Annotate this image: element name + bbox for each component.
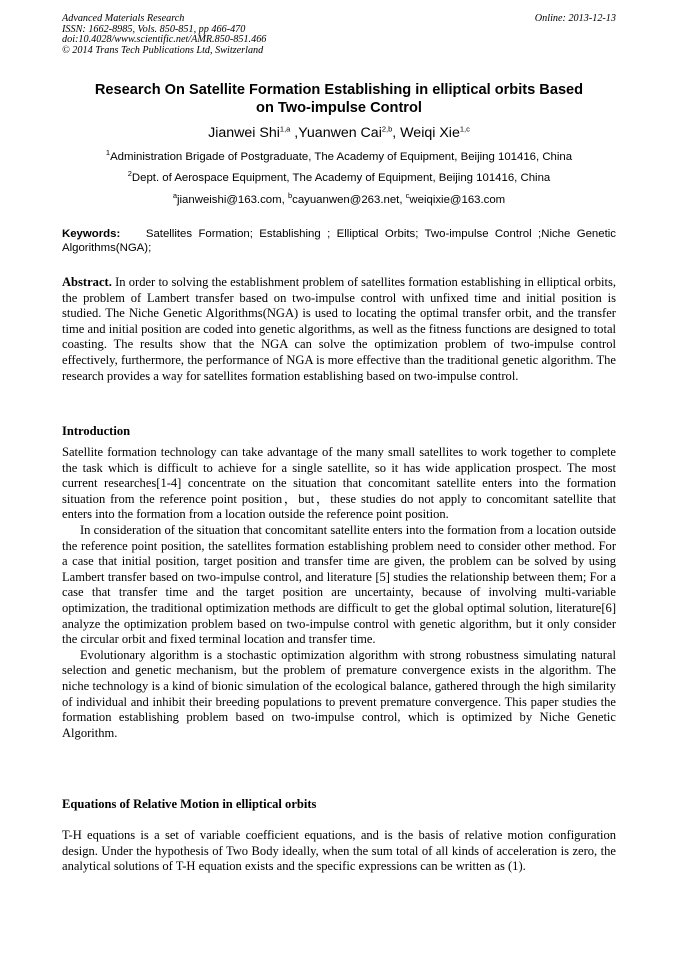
email-address: weiqixie@163.com (409, 194, 506, 206)
title-line-2: on Two-impulse Control (256, 100, 422, 116)
online-date: Online: 2013-12-13 (534, 13, 616, 24)
intro-paragraph: Evolutionary algorithm is a stochastic optimization algorithm with strong robustness simulating natural selection and genetic mechanism, but the problem of premature convergence exists in the algorithm. The niche technology is a kind of bionic simulation of the ecological balance, gathered through the high similarity of individual and inhibit their breeding populations to prevent premature convergence. This paper studies the formation establishing problem based on two-impulse control, which is optimized by Niche Genetic Algorithm. (62, 647, 616, 740)
intro-paragraph: Satellite formation technology can take advantage of the many small satellites to work together to complete the task which is difficult to achieve for a single satellite, so it has wide application prospect. The most current researches[1-4] concentrate on the situation that concomitant satellite enters into the formation situation from the reference point position，but，these studies do not apply to concomitant satellite that enters into the formation from a location outside the reference point position. (62, 445, 616, 522)
abstract-text: In order to solving the establishment problem of satellites formation establishing in elliptical orbits, the problem of Lambert transfer based on two-impulse control with unfixed time and initial position is studied. The Niche Genetic Algorithms(NGA) is used to locating the optimal transfer orbit, and the transfer time and initial position are coded into genetic algorithms, as well as the fitness functions are designed to total coasting. The results show that the NGA can solve the optimization problem of two-impulse control effectively, furthermore, the performance of NGA is more effective than the traditional genetic algorithm. The research provides a way for satellites formation establishing based on two-impulse control. (62, 275, 616, 383)
keywords-text: Satellites Formation; Establishing ; Elliptical Orbits; Two-impulse Control ;Niche Genetic Algorithms(NGA); (62, 228, 616, 255)
author-list (62, 124, 616, 142)
email-address: jianweishi@163.com, (176, 194, 288, 206)
email-mark: c (405, 191, 410, 201)
affil-mark: 2 (127, 169, 132, 179)
issn-line: ISSN: 1662-8985, Vols. 850-851, pp 466-470 (62, 23, 246, 35)
section-heading-equations: Equations of Relative Motion in elliptical orbits (62, 797, 317, 811)
section-heading-introduction: Introduction (62, 424, 131, 438)
affil-text: Administration Brigade of Postgraduate, The Academy of Equipment, Beijing 101416, China (110, 151, 573, 163)
abstract (62, 275, 616, 384)
keywords (62, 227, 616, 255)
author-emails (62, 193, 616, 207)
paper-title (62, 81, 616, 117)
author-name: Jianwei Shi (208, 125, 280, 141)
affil-mark: 1 (105, 148, 111, 158)
author-affil-mark: 1,a (279, 124, 291, 134)
keywords-label: Keywords: (62, 228, 121, 240)
author-name: Weiqi Xie (400, 125, 460, 141)
affiliation-2 (62, 171, 616, 185)
title-line-1: Research On Satellite Formation Establishing in elliptical orbits Based (94, 82, 584, 98)
abstract-label: Abstract. (62, 275, 112, 289)
intro-paragraph: In consideration of the situation that concomitant satellite enters into the formation from a location outside the reference point position, the satellites formation establishing problem need to consider other method. For a case that initial position, target position and transfer time are given, the problem can be solved by using Lambert transfer based on two-impulse control, and literature [5] studies the relationship between them; For a case that transfer time and the target position are uncertainty, because of involving multi-variable optimization, the traditional optimization methods are difficult to get the global optimal solution, literature[6] analyze the optimization problem based on two-impulse control with genetic algorithm, but it only consider the circular orbit and fixed terminal location and transfer time. (62, 522, 616, 647)
author-separator: , (290, 125, 299, 141)
equations-paragraph: T-H equations is a set of variable coefficient equations, and is the basis of relative motion configuration design. Under the hypothesis of Two Body ideally, when the sum total of all kinds of acceleration is zero, the analytical solutions of T-H equation exists and the specific expressions can be written as (1). (62, 828, 616, 874)
affiliation-1 (62, 150, 616, 164)
journal-name: Advanced Materials Research (62, 13, 185, 24)
equations-body (62, 828, 616, 875)
introduction-body (62, 445, 616, 741)
email-mark: b (287, 191, 293, 201)
affil-text: Dept. of Aerospace Equipment, The Academy of Equipment, Beijing 101416, China (131, 172, 551, 184)
journal-header (62, 14, 616, 56)
email-mark: a (172, 191, 177, 201)
email-address: cayuanwen@263.net, (292, 194, 406, 206)
author-separator: , (392, 125, 401, 141)
author-name: Yuanwen Cai (298, 125, 382, 141)
author-affil-mark: 2,b (381, 124, 393, 134)
copyright-line: © 2014 Trans Tech Publications Ltd, Switzerland (62, 44, 264, 56)
author-affil-mark: 1,c (459, 124, 470, 134)
doi-line: doi:10.4028/www.scientific.net/AMR.850-851.466 (62, 34, 267, 46)
